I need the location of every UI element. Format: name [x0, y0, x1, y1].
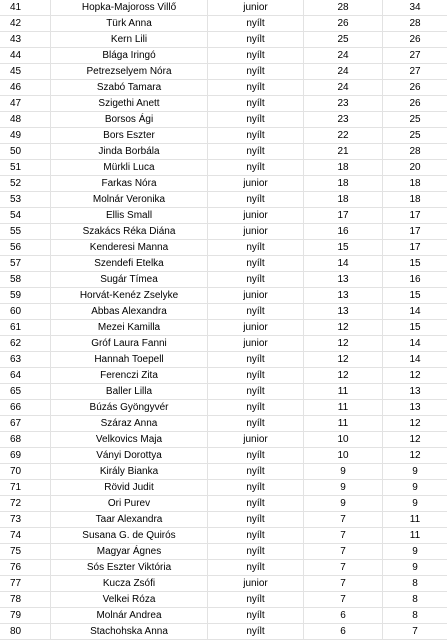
score1-cell[interactable]: 12: [304, 320, 383, 336]
rank-cell[interactable]: 65: [0, 384, 51, 400]
rank-cell[interactable]: 41: [0, 0, 51, 16]
category-cell[interactable]: nyílt: [208, 448, 304, 464]
name-cell[interactable]: Ferenczi Zita: [51, 368, 208, 384]
name-cell[interactable]: Türk Anna: [51, 16, 208, 32]
rank-cell[interactable]: 55: [0, 224, 51, 240]
category-cell[interactable]: junior: [208, 432, 304, 448]
rank-cell[interactable]: 72: [0, 496, 51, 512]
table-row: [0, 320, 447, 336]
category-cell[interactable]: nyílt: [208, 528, 304, 544]
category-cell[interactable]: nyílt: [208, 160, 304, 176]
name-cell[interactable]: Molnár Andrea: [51, 608, 208, 624]
table-row: [0, 64, 447, 80]
name-cell[interactable]: Molnár Veronika: [51, 192, 208, 208]
category-cell[interactable]: nyílt: [208, 112, 304, 128]
category-cell[interactable]: nyílt: [208, 624, 304, 640]
score2-cell[interactable]: 12: [383, 432, 447, 448]
rank-cell[interactable]: 53: [0, 192, 51, 208]
name-cell[interactable]: Susana G. de Quirós: [51, 528, 208, 544]
category-cell[interactable]: junior: [208, 320, 304, 336]
category-cell[interactable]: nyílt: [208, 128, 304, 144]
name-cell[interactable]: Mürkli Luca: [51, 160, 208, 176]
score1-cell[interactable]: 24: [304, 80, 383, 96]
name-cell[interactable]: Stachohska Anna: [51, 624, 208, 640]
score1-cell[interactable]: 7: [304, 576, 383, 592]
score2-cell[interactable]: 26: [383, 96, 447, 112]
name-cell[interactable]: Hopka-Majoross Villő: [51, 0, 208, 16]
score2-cell[interactable]: 28: [383, 144, 447, 160]
category-cell[interactable]: nyílt: [208, 384, 304, 400]
name-cell[interactable]: Jinda Borbála: [51, 144, 208, 160]
rank-cell[interactable]: 75: [0, 544, 51, 560]
category-cell[interactable]: nyílt: [208, 144, 304, 160]
score2-cell[interactable]: 34: [383, 0, 447, 16]
table-row: [0, 160, 447, 176]
category-cell[interactable]: nyílt: [208, 64, 304, 80]
score1-cell[interactable]: 13: [304, 288, 383, 304]
name-cell[interactable]: Szakács Réka Diána: [51, 224, 208, 240]
category-cell[interactable]: junior: [208, 288, 304, 304]
name-cell[interactable]: Szigethi Anett: [51, 96, 208, 112]
score2-cell[interactable]: 7: [383, 624, 447, 640]
category-cell[interactable]: nyílt: [208, 304, 304, 320]
name-cell[interactable]: Sós Eszter Viktória: [51, 560, 208, 576]
table-row: [0, 176, 447, 192]
score1-cell[interactable]: 9: [304, 496, 383, 512]
score1-cell[interactable]: 11: [304, 416, 383, 432]
score2-cell[interactable]: 8: [383, 608, 447, 624]
score2-cell[interactable]: 17: [383, 240, 447, 256]
name-cell[interactable]: Abbas Alexandra: [51, 304, 208, 320]
name-cell[interactable]: Mezei Kamilla: [51, 320, 208, 336]
rank-cell[interactable]: 80: [0, 624, 51, 640]
rank-cell[interactable]: 58: [0, 272, 51, 288]
table-row: [0, 496, 447, 512]
score1-cell[interactable]: 6: [304, 608, 383, 624]
category-cell[interactable]: nyílt: [208, 464, 304, 480]
category-cell[interactable]: nyílt: [208, 240, 304, 256]
score1-cell[interactable]: 7: [304, 560, 383, 576]
table-row: [0, 560, 447, 576]
score1-cell[interactable]: 12: [304, 336, 383, 352]
score2-cell[interactable]: 9: [383, 464, 447, 480]
score2-cell[interactable]: 17: [383, 208, 447, 224]
score2-cell[interactable]: 8: [383, 576, 447, 592]
category-cell[interactable]: nyílt: [208, 352, 304, 368]
score1-cell[interactable]: 22: [304, 128, 383, 144]
category-cell[interactable]: nyílt: [208, 272, 304, 288]
rank-cell[interactable]: 67: [0, 416, 51, 432]
score1-cell[interactable]: 7: [304, 544, 383, 560]
score2-cell[interactable]: 27: [383, 64, 447, 80]
rank-cell[interactable]: 62: [0, 336, 51, 352]
rank-cell[interactable]: 61: [0, 320, 51, 336]
category-cell[interactable]: nyílt: [208, 608, 304, 624]
rank-cell[interactable]: 76: [0, 560, 51, 576]
name-cell[interactable]: Velkei Róza: [51, 592, 208, 608]
score2-cell[interactable]: 15: [383, 288, 447, 304]
score2-cell[interactable]: 17: [383, 224, 447, 240]
category-cell[interactable]: nyílt: [208, 368, 304, 384]
table-row: [0, 80, 447, 96]
table-row: [0, 0, 447, 16]
score1-cell[interactable]: 14: [304, 256, 383, 272]
name-cell[interactable]: Farkas Nóra: [51, 176, 208, 192]
score1-cell[interactable]: 6: [304, 624, 383, 640]
category-cell[interactable]: junior: [208, 176, 304, 192]
score1-cell[interactable]: 18: [304, 176, 383, 192]
rank-cell[interactable]: 78: [0, 592, 51, 608]
category-cell[interactable]: nyílt: [208, 48, 304, 64]
score2-cell[interactable]: 8: [383, 592, 447, 608]
score1-cell[interactable]: 23: [304, 112, 383, 128]
name-cell[interactable]: Ellis Small: [51, 208, 208, 224]
rank-cell[interactable]: 70: [0, 464, 51, 480]
score2-cell[interactable]: 20: [383, 160, 447, 176]
table-row: [0, 624, 447, 640]
rank-cell[interactable]: 48: [0, 112, 51, 128]
score2-cell[interactable]: 18: [383, 176, 447, 192]
score2-cell[interactable]: 9: [383, 480, 447, 496]
score2-cell[interactable]: 15: [383, 320, 447, 336]
score1-cell[interactable]: 18: [304, 160, 383, 176]
score1-cell[interactable]: 9: [304, 464, 383, 480]
table-row: [0, 96, 447, 112]
table-row: [0, 384, 447, 400]
score2-cell[interactable]: 11: [383, 512, 447, 528]
rank-cell[interactable]: 57: [0, 256, 51, 272]
table-row: [0, 576, 447, 592]
table-row: [0, 272, 447, 288]
category-cell[interactable]: junior: [208, 208, 304, 224]
table-row: [0, 544, 447, 560]
table-row: [0, 608, 447, 624]
name-cell[interactable]: Petrezselyem Nóra: [51, 64, 208, 80]
rank-cell[interactable]: 56: [0, 240, 51, 256]
score1-cell[interactable]: 21: [304, 144, 383, 160]
score1-cell[interactable]: 24: [304, 48, 383, 64]
name-cell[interactable]: Gróf Laura Fanni: [51, 336, 208, 352]
name-cell[interactable]: Bors Eszter: [51, 128, 208, 144]
category-cell[interactable]: nyílt: [208, 592, 304, 608]
table-row: [0, 112, 447, 128]
table-row: [0, 240, 447, 256]
name-cell[interactable]: Ori Purev: [51, 496, 208, 512]
category-cell[interactable]: nyílt: [208, 496, 304, 512]
category-cell[interactable]: junior: [208, 336, 304, 352]
category-cell[interactable]: junior: [208, 224, 304, 240]
category-cell[interactable]: junior: [208, 576, 304, 592]
category-cell[interactable]: nyílt: [208, 192, 304, 208]
score1-cell[interactable]: 26: [304, 16, 383, 32]
score2-cell[interactable]: 13: [383, 400, 447, 416]
score2-cell[interactable]: 25: [383, 128, 447, 144]
table-row: [0, 224, 447, 240]
score2-cell[interactable]: 11: [383, 528, 447, 544]
score1-cell[interactable]: 13: [304, 272, 383, 288]
rank-cell[interactable]: 54: [0, 208, 51, 224]
rank-cell[interactable]: 64: [0, 368, 51, 384]
rank-cell[interactable]: 52: [0, 176, 51, 192]
name-cell[interactable]: Száraz Anna: [51, 416, 208, 432]
category-cell[interactable]: nyílt: [208, 96, 304, 112]
rank-cell[interactable]: 45: [0, 64, 51, 80]
table-row: [0, 256, 447, 272]
score1-cell[interactable]: 16: [304, 224, 383, 240]
rank-cell[interactable]: 69: [0, 448, 51, 464]
name-cell[interactable]: Hannah Toepell: [51, 352, 208, 368]
name-cell[interactable]: Sugár Tímea: [51, 272, 208, 288]
table-row: [0, 208, 447, 224]
category-cell[interactable]: nyílt: [208, 480, 304, 496]
table-row: [0, 448, 447, 464]
name-cell[interactable]: Szabó Tamara: [51, 80, 208, 96]
name-cell[interactable]: Blága Iringó: [51, 48, 208, 64]
score1-cell[interactable]: 9: [304, 480, 383, 496]
rank-cell[interactable]: 77: [0, 576, 51, 592]
rank-cell[interactable]: 51: [0, 160, 51, 176]
table-row: [0, 400, 447, 416]
rank-cell[interactable]: 44: [0, 48, 51, 64]
score1-cell[interactable]: 25: [304, 32, 383, 48]
score2-cell[interactable]: 15: [383, 256, 447, 272]
name-cell[interactable]: Magyar Ágnes: [51, 544, 208, 560]
category-cell[interactable]: nyílt: [208, 32, 304, 48]
rank-cell[interactable]: 47: [0, 96, 51, 112]
score2-cell[interactable]: 27: [383, 48, 447, 64]
table-row: [0, 192, 447, 208]
category-cell[interactable]: nyílt: [208, 16, 304, 32]
table-row: [0, 464, 447, 480]
name-cell[interactable]: Búzás Gyöngyvér: [51, 400, 208, 416]
score2-cell[interactable]: 25: [383, 112, 447, 128]
category-cell[interactable]: nyílt: [208, 256, 304, 272]
score1-cell[interactable]: 7: [304, 592, 383, 608]
rank-cell[interactable]: 71: [0, 480, 51, 496]
category-cell[interactable]: nyílt: [208, 544, 304, 560]
rank-cell[interactable]: 60: [0, 304, 51, 320]
score2-cell[interactable]: 18: [383, 192, 447, 208]
table-row: [0, 480, 447, 496]
name-cell[interactable]: Rövid Judit: [51, 480, 208, 496]
table-row: [0, 432, 447, 448]
name-cell[interactable]: Kern Lili: [51, 32, 208, 48]
score1-cell[interactable]: 17: [304, 208, 383, 224]
rank-cell[interactable]: 63: [0, 352, 51, 368]
name-cell[interactable]: Taar Alexandra: [51, 512, 208, 528]
category-cell[interactable]: nyílt: [208, 560, 304, 576]
score2-cell[interactable]: 26: [383, 32, 447, 48]
name-cell[interactable]: Horvát-Kenéz Zselyke: [51, 288, 208, 304]
rank-cell[interactable]: 74: [0, 528, 51, 544]
category-cell[interactable]: junior: [208, 0, 304, 16]
table-row: [0, 304, 447, 320]
name-cell[interactable]: Borsos Ági: [51, 112, 208, 128]
score2-cell[interactable]: 12: [383, 416, 447, 432]
score1-cell[interactable]: 15: [304, 240, 383, 256]
score2-cell[interactable]: 14: [383, 304, 447, 320]
table-row: [0, 512, 447, 528]
score2-cell[interactable]: 9: [383, 496, 447, 512]
name-cell[interactable]: Baller Lilla: [51, 384, 208, 400]
category-cell[interactable]: nyílt: [208, 512, 304, 528]
score2-cell[interactable]: 16: [383, 272, 447, 288]
rank-cell[interactable]: 50: [0, 144, 51, 160]
category-cell[interactable]: nyílt: [208, 400, 304, 416]
score2-cell[interactable]: 9: [383, 560, 447, 576]
score1-cell[interactable]: 10: [304, 448, 383, 464]
score1-cell[interactable]: 7: [304, 512, 383, 528]
category-cell[interactable]: nyílt: [208, 80, 304, 96]
table-row: [0, 128, 447, 144]
rank-cell[interactable]: 49: [0, 128, 51, 144]
category-cell[interactable]: nyílt: [208, 416, 304, 432]
score2-cell[interactable]: 9: [383, 544, 447, 560]
score1-cell[interactable]: 28: [304, 0, 383, 16]
score2-cell[interactable]: 26: [383, 80, 447, 96]
table-row: [0, 144, 447, 160]
table-row: [0, 16, 447, 32]
score1-cell[interactable]: 12: [304, 368, 383, 384]
table-row: [0, 368, 447, 384]
score1-cell[interactable]: 7: [304, 528, 383, 544]
score2-cell[interactable]: 14: [383, 336, 447, 352]
name-cell[interactable]: Velkovics Maja: [51, 432, 208, 448]
score2-cell[interactable]: 28: [383, 16, 447, 32]
score2-cell[interactable]: 12: [383, 368, 447, 384]
score1-cell[interactable]: 11: [304, 384, 383, 400]
table-row: [0, 416, 447, 432]
name-cell[interactable]: Szendefi Etelka: [51, 256, 208, 272]
name-cell[interactable]: Király Bianka: [51, 464, 208, 480]
rank-cell[interactable]: 79: [0, 608, 51, 624]
score1-cell[interactable]: 12: [304, 352, 383, 368]
table-row: [0, 336, 447, 352]
name-cell[interactable]: Ványi Dorottya: [51, 448, 208, 464]
score1-cell[interactable]: 18: [304, 192, 383, 208]
table-row: [0, 288, 447, 304]
rank-cell[interactable]: 66: [0, 400, 51, 416]
table-row: [0, 592, 447, 608]
rank-cell[interactable]: 46: [0, 80, 51, 96]
table-row: [0, 48, 447, 64]
rank-cell[interactable]: 43: [0, 32, 51, 48]
table-row: [0, 32, 447, 48]
score1-cell[interactable]: 24: [304, 64, 383, 80]
score1-cell[interactable]: 11: [304, 400, 383, 416]
score1-cell[interactable]: 13: [304, 304, 383, 320]
table-row: [0, 352, 447, 368]
score2-cell[interactable]: 12: [383, 448, 447, 464]
score2-cell[interactable]: 13: [383, 384, 447, 400]
rank-cell[interactable]: 73: [0, 512, 51, 528]
table-row: [0, 528, 447, 544]
rank-cell[interactable]: 68: [0, 432, 51, 448]
rank-cell[interactable]: 42: [0, 16, 51, 32]
name-cell[interactable]: Kenderesi Manna: [51, 240, 208, 256]
score1-cell[interactable]: 10: [304, 432, 383, 448]
score1-cell[interactable]: 23: [304, 96, 383, 112]
rank-cell[interactable]: 59: [0, 288, 51, 304]
score2-cell[interactable]: 14: [383, 352, 447, 368]
name-cell[interactable]: Kucza Zsófi: [51, 576, 208, 592]
